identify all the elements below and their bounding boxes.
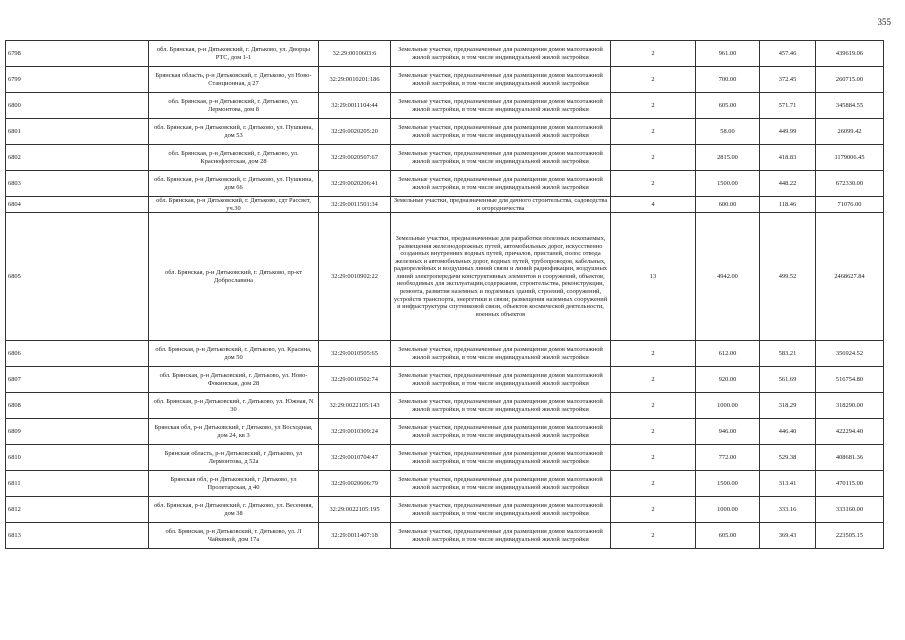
row-use-group: 2 xyxy=(611,145,696,171)
row-address: обл. Брянская, р-н Дятьковский, г. Дятьково, ул. Южная, N 30 xyxy=(149,393,319,419)
row-address: обл. Брянская, р-н Дятьковский, г. Дятьково, ул. Красина, дом 50 xyxy=(149,341,319,367)
row-use-group: 13 xyxy=(611,213,696,341)
table-row xyxy=(6,145,884,171)
row-specific-value: 583.21 xyxy=(760,341,816,367)
row-number: 6812 xyxy=(6,497,149,523)
row-permitted-use: Земельные участки, предназначенные для размещения домов малоэтажной жилой застройки, в том числе индивидуальной жилой застройки xyxy=(391,67,611,93)
row-number: 6805 xyxy=(6,213,149,341)
table-row xyxy=(6,341,884,367)
row-use-group: 2 xyxy=(611,93,696,119)
row-specific-value: 313.41 xyxy=(760,471,816,497)
row-address: Брянская обл, р-н Дятьковский, г Дятьково, ул Пролетарская, д 40 xyxy=(149,471,319,497)
row-permitted-use: Земельные участки, предназначенные для размещения домов малоэтажной жилой застройки, в том числе индивидуальной жилой застройки xyxy=(391,393,611,419)
row-specific-value: 418.83 xyxy=(760,145,816,171)
row-cadastral-number: 32:29:0010603:6 xyxy=(319,41,391,67)
row-area: 600.00 xyxy=(696,197,760,213)
row-number: 6804 xyxy=(6,197,149,213)
row-specific-value: 561.69 xyxy=(760,367,816,393)
row-use-group: 2 xyxy=(611,497,696,523)
table-row xyxy=(6,419,884,445)
row-specific-value: 118.46 xyxy=(760,197,816,213)
row-permitted-use: Земельные участки, предназначенные для размещения домов малоэтажной жилой застройки, в том числе индивидуальной жилой застройки xyxy=(391,145,611,171)
row-number: 6811 xyxy=(6,471,149,497)
row-use-group: 2 xyxy=(611,445,696,471)
row-address: обл. Брянская, р-н Дятьковский, г. Дятьково, ул. Ново-Фокинская, дом 28 xyxy=(149,367,319,393)
row-cadastral-number: 32:29:0011501:34 xyxy=(319,197,391,213)
row-use-group: 2 xyxy=(611,393,696,419)
row-specific-value: 369.43 xyxy=(760,523,816,549)
row-use-group: 2 xyxy=(611,341,696,367)
row-specific-value: 529.38 xyxy=(760,445,816,471)
row-area: 612.00 xyxy=(696,341,760,367)
row-permitted-use: Земельные участки, предназначенные для размещения домов малоэтажной жилой застройки, в том числе индивидуальной жилой застройки xyxy=(391,41,611,67)
table-row xyxy=(6,197,884,213)
page-number: 355 xyxy=(877,17,891,27)
row-cadastral-number: 32:29:0020606:79 xyxy=(319,471,391,497)
row-permitted-use: Земельные участки, предназначенные для дачного строительства, садоводства и огородничества xyxy=(391,197,611,213)
row-use-group: 2 xyxy=(611,171,696,197)
row-cadastral-number: 32:29:0011104:44 xyxy=(319,93,391,119)
row-cadastral-number: 32:29:0010902:22 xyxy=(319,213,391,341)
table-row xyxy=(6,93,884,119)
row-area: 700.00 xyxy=(696,67,760,93)
row-area: 1000.00 xyxy=(696,393,760,419)
row-cadastral-value: 516754.80 xyxy=(816,367,884,393)
row-address: обл. Брянская, р-н Дятьковский, г. Дятьково, ул. Весенняя, дом 38 xyxy=(149,497,319,523)
row-address: Брянская обл, р-н Дятьковский, г Дятьково, ул Восходная, дом 24, кв 3 xyxy=(149,419,319,445)
row-permitted-use: Земельные участки, предназначенные для размещения домов малоэтажной жилой застройки, в том числе индивидуальной жилой застройки xyxy=(391,119,611,145)
row-address: обл. Брянская, р-н Дятьковский, г. Дятьково, ул. Пушкина, дом 53 xyxy=(149,119,319,145)
row-specific-value: 318.29 xyxy=(760,393,816,419)
row-permitted-use: Земельные участки, предназначенные для размещения домов малоэтажной жилой застройки, в том числе индивидуальной жилой застройки xyxy=(391,523,611,549)
row-cadastral-value: 470115.00 xyxy=(816,471,884,497)
row-cadastral-value: 318290.00 xyxy=(816,393,884,419)
row-number: 6798 xyxy=(6,41,149,67)
table-row xyxy=(6,393,884,419)
row-address: Брянская область, р-н Дятьковский, г Дятьково, ул Лермонтова, д 52а xyxy=(149,445,319,471)
row-cadastral-number: 32:29:0020206:41 xyxy=(319,171,391,197)
row-address: обл. Брянская, р-н Дятьковский, г. Дятьково, ул. Лермонтова, дом 8 xyxy=(149,93,319,119)
row-use-group: 4 xyxy=(611,197,696,213)
row-specific-value: 448.22 xyxy=(760,171,816,197)
row-address: Брянская область, р-н Дятьковский, г. Дятьково, ул Ново-Станционная, д 27 xyxy=(149,67,319,93)
row-cadastral-value: 356924.52 xyxy=(816,341,884,367)
row-area: 605.00 xyxy=(696,93,760,119)
table-row xyxy=(6,41,884,67)
row-use-group: 2 xyxy=(611,419,696,445)
row-address: обл. Брянская, р-н Дятьковский, г. Дятьково, ул. Краснофлотская, дом 28 xyxy=(149,145,319,171)
table-row xyxy=(6,523,884,549)
row-permitted-use: Земельные участки, предназначенные для размещения домов малоэтажной жилой застройки, в том числе индивидуальной жилой застройки xyxy=(391,419,611,445)
row-address: обл. Брянская, р-н Дятьковский, г. Дятьково, ул. Л Чайкиной, дом 17а xyxy=(149,523,319,549)
row-cadastral-value: 223505.15 xyxy=(816,523,884,549)
row-specific-value: 446.40 xyxy=(760,419,816,445)
row-permitted-use: Земельные участки, предназначенные для размещения домов малоэтажной жилой застройки, в том числе индивидуальной жилой застройки xyxy=(391,445,611,471)
table-row xyxy=(6,367,884,393)
row-use-group: 2 xyxy=(611,67,696,93)
row-number: 6813 xyxy=(6,523,149,549)
row-cadastral-value: 71076.00 xyxy=(816,197,884,213)
table-row xyxy=(6,497,884,523)
row-number: 6808 xyxy=(6,393,149,419)
table-row xyxy=(6,471,884,497)
row-number: 6806 xyxy=(6,341,149,367)
row-permitted-use: Земельные участки, предназначенные для размещения домов малоэтажной жилой застройки, в том числе индивидуальной жилой застройки xyxy=(391,171,611,197)
row-address: обл. Брянская, р-н Дятьковский, г. Дятьково, пр-кт Доброславина xyxy=(149,213,319,341)
row-permitted-use: Земельные участки, предназначенные для размещения домов малоэтажной жилой застройки, в том числе индивидуальной жилой застройки xyxy=(391,341,611,367)
table-row xyxy=(6,445,884,471)
table-row xyxy=(6,119,884,145)
row-area: 772.00 xyxy=(696,445,760,471)
row-use-group: 2 xyxy=(611,523,696,549)
row-address: обл. Брянская, р-н Дятьковский, г. Дятьково, ул. Пушкина, дом 66 xyxy=(149,171,319,197)
row-cadastral-value: 26099.42 xyxy=(816,119,884,145)
row-cadastral-value: 2468627.84 xyxy=(816,213,884,341)
row-permitted-use: Земельные участки, предназначенные для размещения домов малоэтажной жилой застройки, в том числе индивидуальной жилой застройки xyxy=(391,497,611,523)
row-cadastral-number: 32:29:0010309:24 xyxy=(319,419,391,445)
row-area: 1500.00 xyxy=(696,171,760,197)
row-cadastral-number: 32:29:0020507:67 xyxy=(319,145,391,171)
row-area: 2815.00 xyxy=(696,145,760,171)
row-cadastral-number: 32:29:0010502:74 xyxy=(319,367,391,393)
row-number: 6807 xyxy=(6,367,149,393)
row-number: 6802 xyxy=(6,145,149,171)
row-permitted-use: Земельные участки, предназначенные для размещения домов малоэтажной жилой застройки, в том числе индивидуальной жилой застройки xyxy=(391,471,611,497)
row-specific-value: 571.71 xyxy=(760,93,816,119)
row-cadastral-value: 345884.55 xyxy=(816,93,884,119)
row-area: 920.00 xyxy=(696,367,760,393)
row-cadastral-value: 333160.00 xyxy=(816,497,884,523)
row-permitted-use: Земельные участки, предназначенные для размещения домов малоэтажной жилой застройки, в том числе индивидуальной жилой застройки xyxy=(391,367,611,393)
row-area: 4942.00 xyxy=(696,213,760,341)
row-cadastral-number: 32:29:0010704:47 xyxy=(319,445,391,471)
row-address: обл. Брянская, р-н Дятьковский, г. Дятьково, сдт Рассвет, уч.30 xyxy=(149,197,319,213)
row-specific-value: 333.16 xyxy=(760,497,816,523)
row-use-group: 2 xyxy=(611,41,696,67)
row-area: 1500.00 xyxy=(696,471,760,497)
row-cadastral-number: 32:29:0022105:195 xyxy=(319,497,391,523)
row-cadastral-number: 32:29:0011407:18 xyxy=(319,523,391,549)
row-specific-value: 457.46 xyxy=(760,41,816,67)
row-cadastral-value: 260715.00 xyxy=(816,67,884,93)
cadastral-value-table xyxy=(5,40,884,549)
row-cadastral-number: 32:29:0010201:186 xyxy=(319,67,391,93)
row-area: 961.00 xyxy=(696,41,760,67)
row-area: 946.00 xyxy=(696,419,760,445)
row-cadastral-value: 422294.40 xyxy=(816,419,884,445)
row-number: 6803 xyxy=(6,171,149,197)
row-cadastral-number: 32:29:0010505:65 xyxy=(319,341,391,367)
row-cadastral-value: 1179006.45 xyxy=(816,145,884,171)
row-cadastral-number: 32:29:0020205:20 xyxy=(319,119,391,145)
row-specific-value: 449.99 xyxy=(760,119,816,145)
row-permitted-use: Земельные участки, предназначенные для размещения домов малоэтажной жилой застройки, в том числе индивидуальной жилой застройки xyxy=(391,93,611,119)
table-row xyxy=(6,67,884,93)
row-number: 6800 xyxy=(6,93,149,119)
row-use-group: 2 xyxy=(611,471,696,497)
row-area: 605.00 xyxy=(696,523,760,549)
table-row xyxy=(6,171,884,197)
row-cadastral-number: 32:29:0022105:143 xyxy=(319,393,391,419)
row-specific-value: 499.52 xyxy=(760,213,816,341)
row-use-group: 2 xyxy=(611,119,696,145)
table-row xyxy=(6,213,884,341)
row-use-group: 2 xyxy=(611,367,696,393)
row-number: 6809 xyxy=(6,419,149,445)
row-permitted-use: Земельные участки, предназначенные для разработки полезных ископаемых, размещения железнодорожных путей, автомобильных дорог, искусственно созданных внутренних водных путей, причалов, пристаней, полос отвода железных и автомобильных дорог, водных путей, трубопроводов, кабельных, радиорелейных и воздушных линий связи и линий радиофикации, воздушных линий электропередачи конструктивных элементов и сооружений, объектов, необходимых для эксплуатации,содержания, строительства, реконструкции, ремонта, развития наземных и подземных зданий, строений, сооружений, устройств транспорта, энергетики и связи; размещения наземных сооружений и инфраструктуры спутниковой связи, объектов космической деятельности, военных объектов xyxy=(391,213,611,341)
row-specific-value: 372.45 xyxy=(760,67,816,93)
row-cadastral-value: 672330.00 xyxy=(816,171,884,197)
row-number: 6801 xyxy=(6,119,149,145)
row-cadastral-value: 439619.06 xyxy=(816,41,884,67)
row-number: 6799 xyxy=(6,67,149,93)
row-area: 1000.00 xyxy=(696,497,760,523)
row-area: 58.00 xyxy=(696,119,760,145)
row-cadastral-value: 408681.36 xyxy=(816,445,884,471)
row-number: 6810 xyxy=(6,445,149,471)
row-address: обл. Брянская, р-н Дятьковский, г. Дятьково, ул. Дворцы РТС, дом 1-1 xyxy=(149,41,319,67)
